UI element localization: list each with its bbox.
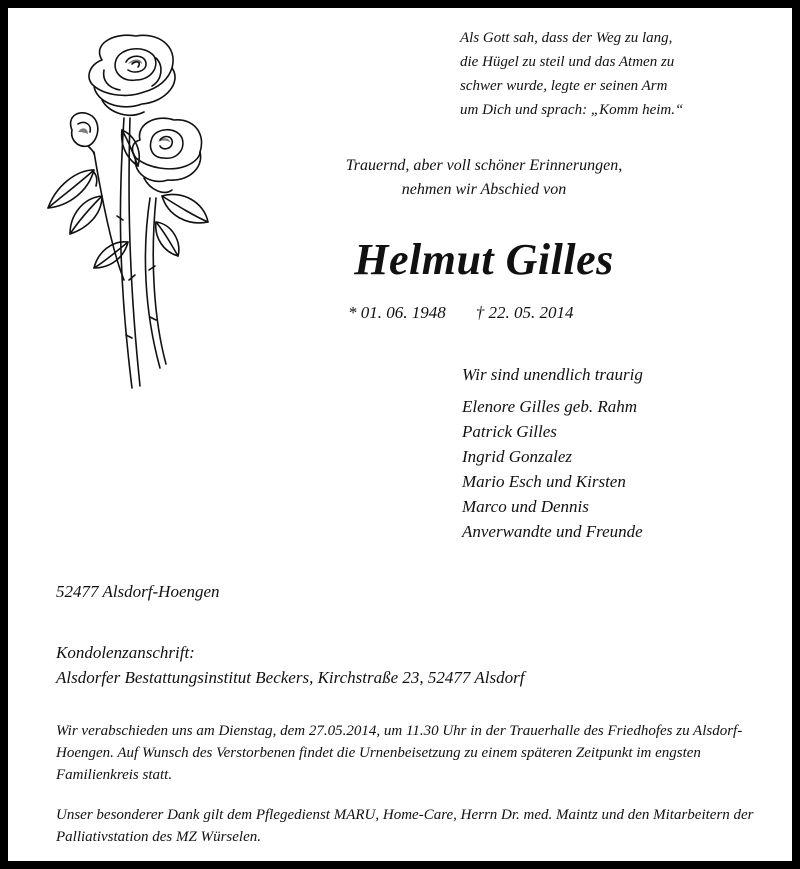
deceased-name: Helmut Gilles [354, 235, 614, 284]
mourner-name: Anverwandte und Freunde [462, 522, 643, 541]
intro-text [254, 154, 714, 202]
poem-line: um Dich und sprach: „Komm heim.“ [460, 102, 684, 118]
condolence-address-line: Alsdorfer Bestattungsinstitut Beckers, Kirchstraße 23, 52477 Alsdorf [56, 668, 525, 687]
obituary-notice [8, 8, 792, 861]
mourner-name: Mario Esch und Kirsten [462, 472, 626, 491]
intro-line: Trauernd, aber voll schöner Erinnerungen, [345, 157, 623, 174]
mourner-name: Patrick Gilles [462, 422, 557, 441]
service-info: Wir verabschieden uns am Dienstag, dem 27.05.2014, um 11.30 Uhr in der Trauerhalle des Friedhofes zu Alsdorf-Hoengen. Auf Wunsch des Verstorbenen findet die Urnenbeisetzung zu einem späteren Zeitpunkt im engsten Familienkreis statt. [56, 723, 743, 783]
condolence-label: Kondolenzanschrift: [56, 643, 195, 662]
mourner-name: Elenore Gilles geb. Rahm [462, 397, 637, 416]
location: 52477 Alsdorf-Hoengen [56, 582, 220, 601]
condolence-address [56, 640, 524, 690]
mourner-name: Marco und Dennis [462, 497, 589, 516]
poem [460, 26, 780, 122]
mourners-block [462, 362, 643, 544]
life-dates [348, 303, 574, 323]
birth-date: * 01. 06. 1948 [348, 303, 446, 322]
mourner-name: Ingrid Gonzalez [462, 447, 573, 466]
poem-line: Als Gott sah, dass der Weg zu lang, [460, 30, 673, 46]
poem-line: schwer wurde, legte er seinen Arm [460, 78, 668, 94]
death-date: † 22. 05. 2014 [475, 303, 574, 322]
thanks-note: Unser besonderer Dank gilt dem Pflegedienst MARU, Home-Care, Herrn Dr. med. Maintz und den Mitarbeitern der Palliativstation des MZ Würselen. [56, 807, 754, 845]
intro-line: nehmen wir Abschied von [401, 181, 567, 198]
poem-line: die Hügel zu steil und das Atmen zu [460, 54, 675, 70]
rose-illustration-icon [32, 20, 232, 392]
mourners-lead: Wir sind unendlich traurig [462, 365, 643, 384]
